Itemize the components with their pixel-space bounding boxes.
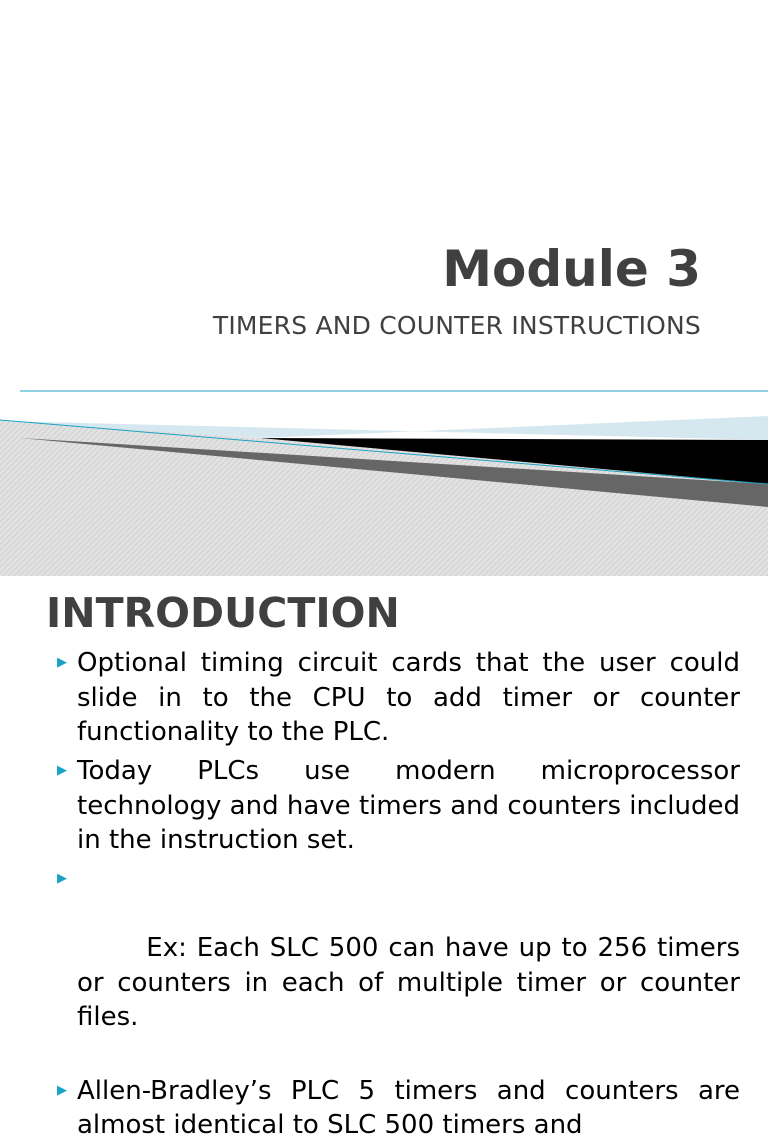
content-slide bbox=[0, 576, 768, 1140]
slide-subtitle: TIMERS AND COUNTER INSTRUCTIONS bbox=[212, 311, 701, 340]
bullet-item bbox=[57, 754, 740, 858]
bullet-list bbox=[57, 646, 749, 1147]
bullet-arrow-icon: ▶ bbox=[57, 1082, 67, 1098]
bullet-arrow-icon: ▶ bbox=[57, 763, 67, 778]
bullet-item bbox=[57, 646, 740, 750]
bullet-text: Today PLCs use modern microprocessor technology and have timers and counters included in the instruction set. bbox=[77, 756, 740, 855]
decorative-band bbox=[0, 380, 768, 576]
bullet-text: Allen-Bradley’s PLC 5 timers and counters are almost identical to SLC 500 timers and bbox=[77, 1075, 740, 1140]
bullet-text: Optional timing circuit cards that the user could slide in to the CPU to add timer or counter functionality to the PLC. bbox=[77, 648, 740, 747]
slide-title: Module 3 bbox=[442, 240, 701, 298]
bullet-arrow-icon: ▶ bbox=[57, 655, 67, 670]
slide-heading: INTRODUCTION bbox=[46, 589, 400, 637]
bullet-text: Ex: Each SLC 500 can have up to 256 timers or counters in each of multiple timer or counter files. bbox=[77, 933, 749, 1032]
bullet-item bbox=[57, 862, 749, 1069]
bullet-item bbox=[57, 1074, 740, 1143]
bullet-arrow-icon: ▶ bbox=[57, 871, 67, 886]
